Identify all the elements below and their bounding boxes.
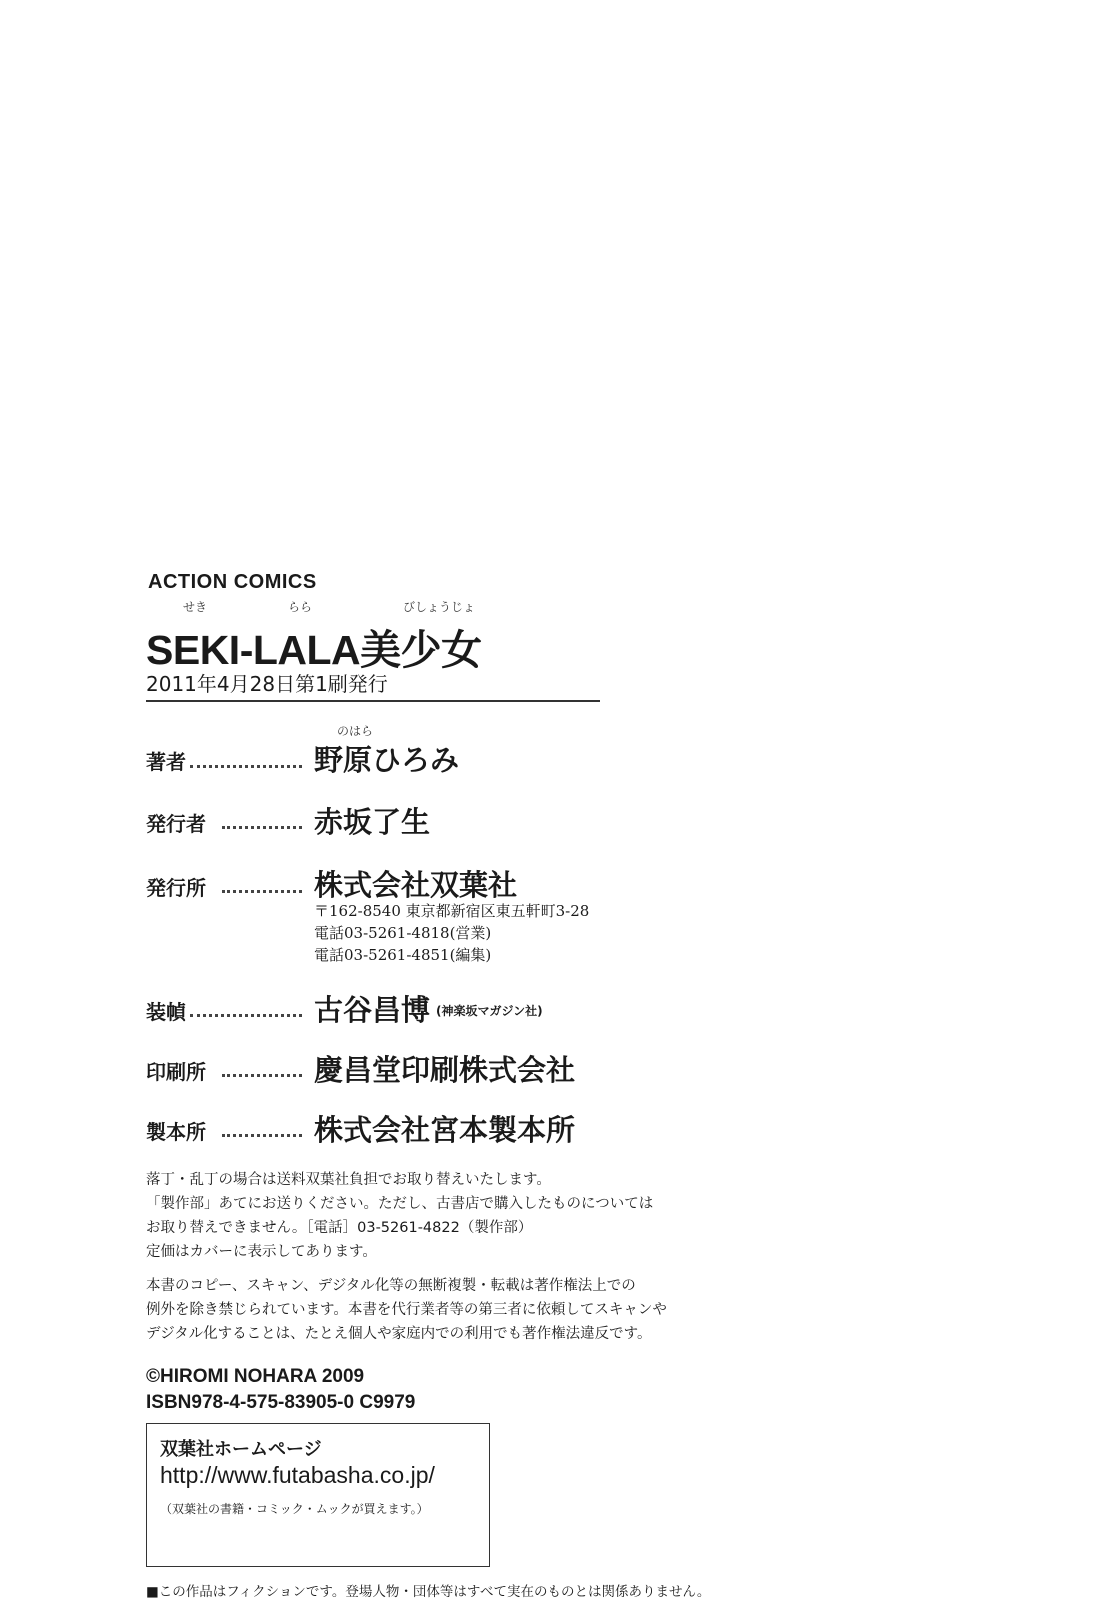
publisher-address: 〒162-8540 東京都新宿区東五軒町3-28 (314, 902, 590, 920)
title-ruby-seki: せき (183, 600, 208, 614)
binder-name: 株式会社宮本製本所 (314, 1113, 576, 1147)
copyright-notice-line: 例外を除き禁じられています。本書を代行業者等の第三者に依頼してスキャンや (146, 1302, 667, 1318)
printer-label: 印刷所 (146, 1060, 206, 1084)
binder-label: 製本所 (146, 1120, 206, 1144)
fiction-disclaimer: ■この作品はフィクションです。登場人物・団体等はすべて実在のものとは関係ありません。 (146, 1584, 711, 1600)
title-ruby-lala: らら (288, 600, 313, 614)
publisher-phone-sales: 電話03-5261-4818(営業) (314, 924, 492, 942)
book-title: SEKI-LALA美少女 (146, 627, 482, 673)
leader-dots (222, 826, 302, 829)
leader-dots (222, 890, 302, 893)
author-ruby: のはら (337, 724, 374, 738)
design-label: 装幀 (146, 1000, 186, 1024)
designer-name: 古谷昌博 (314, 993, 431, 1027)
leader-dots (222, 1134, 302, 1137)
publisher-phone-editorial: 電話03-5261-4851(編集) (314, 946, 492, 964)
notice-line: 「製作部」あてにお送りください。ただし、古書店で購入したものについては (146, 1196, 654, 1212)
notice-line: 定価はカバーに表示してあります。 (146, 1244, 377, 1260)
publisher-person-name: 赤坂了生 (314, 805, 431, 839)
leader-dots (190, 765, 302, 768)
homepage-note: （双葉社の書籍・コミック・ムックが買えます。） (160, 1502, 429, 1516)
homepage-url[interactable]: http://www.futabasha.co.jp/ (160, 1462, 435, 1488)
title-ruby-bishoujo: びしょうじょ (403, 600, 476, 614)
printer-name: 慶昌堂印刷株式会社 (314, 1053, 576, 1087)
publication-date: 2011年4月28日第1刷発行 (146, 672, 388, 696)
author-label: 著者 (146, 750, 186, 774)
leader-dots (190, 1014, 302, 1017)
notice-line: お取り替えできません。［電話］03-5261-4822（製作部） (146, 1220, 533, 1236)
publisher-label: 発行所 (146, 876, 206, 900)
publisher-name: 株式会社双葉社 (314, 868, 518, 902)
divider (146, 700, 600, 702)
isbn: ISBN978-4-575-83905-0 C9979 (146, 1392, 416, 1413)
notice-line: 落丁・乱丁の場合は送料双葉社負担でお取り替えいたします。 (146, 1172, 551, 1188)
copyright-notice-line: デジタル化することは、たとえ個人や家庭内での利用でも著作権法違反です。 (146, 1326, 652, 1342)
designer-affiliation: (神楽坂マガジン社) (436, 1004, 543, 1018)
leader-dots (222, 1074, 302, 1077)
copyright: ©HIROMI NOHARA 2009 (146, 1366, 365, 1387)
copyright-notice-line: 本書のコピー、スキャン、デジタル化等の無断複製・転載は著作権法上での (146, 1278, 636, 1294)
publisher-person-label: 発行者 (146, 812, 206, 836)
homepage-title: 双葉社ホームページ (160, 1439, 322, 1460)
series-name: ACTION COMICS (148, 571, 317, 593)
author-name: 野原ひろみ (314, 743, 460, 777)
